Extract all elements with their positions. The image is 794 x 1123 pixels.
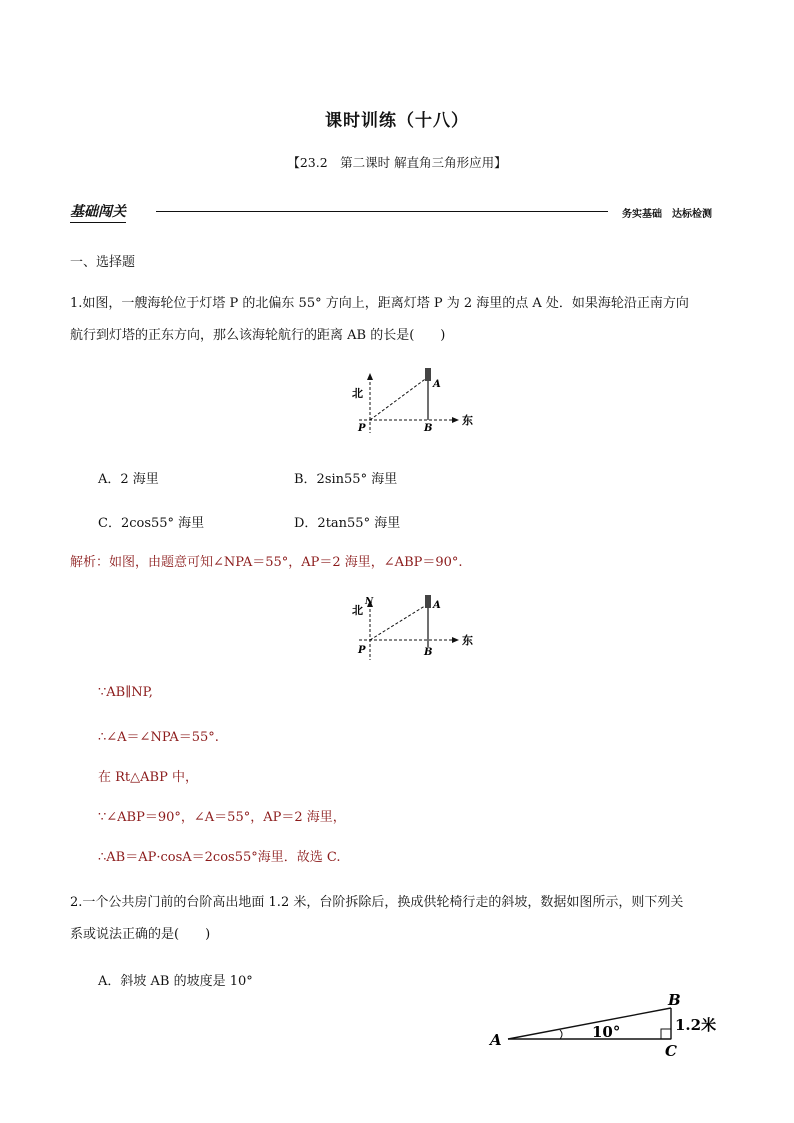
section-bar bbox=[70, 201, 720, 223]
section-tag: 务实基础 达标检测 bbox=[622, 209, 712, 220]
segment-ab bbox=[508, 1008, 671, 1039]
section-name: 基础闯关 bbox=[70, 201, 126, 223]
label-b: B bbox=[424, 423, 433, 434]
question-2-line-2: 系或说法正确的是( ) bbox=[70, 927, 211, 942]
label-p: P bbox=[358, 423, 366, 434]
label-a: A bbox=[433, 600, 441, 611]
angle-arc-icon bbox=[560, 1030, 562, 1039]
analysis-step-5: ∴AB＝AP·cosA＝2cos55°海里．故选 C. bbox=[98, 850, 341, 865]
label-c: C bbox=[665, 1042, 677, 1060]
east-arrow-icon bbox=[452, 637, 459, 643]
ship-icon bbox=[425, 595, 431, 608]
q2-option-a: A．斜坡 AB 的坡度是 10° bbox=[98, 974, 253, 989]
label-north: 北 bbox=[352, 387, 363, 400]
q1-option-b: B．2sin55° 海里 bbox=[294, 472, 398, 487]
segment-pa bbox=[370, 377, 428, 420]
segment-pa bbox=[370, 604, 428, 640]
q1-analysis-intro: 解析：如图，由题意可知∠NPA＝55°，AP＝2 海里，∠ABP＝90°. bbox=[70, 555, 463, 570]
label-b: B bbox=[668, 991, 681, 1009]
question-1-figure bbox=[345, 365, 485, 435]
q1-option-d: D．2tan55° 海里 bbox=[294, 516, 401, 531]
question-2-line-1: 2.一个公共房门前的台阶高出地面 1.2 米，台阶拆除后，换成供轮椅行走的斜坡，数据如图所示，则下列关 bbox=[70, 895, 684, 910]
label-b: B bbox=[424, 647, 433, 658]
east-arrow-icon bbox=[452, 417, 459, 423]
label-p: P bbox=[358, 645, 366, 656]
label-n: N bbox=[365, 597, 374, 607]
question-2-figure bbox=[488, 988, 728, 1060]
analysis-step-1: ∵AB∥NP, bbox=[98, 685, 153, 700]
label-angle: 10° bbox=[592, 1023, 621, 1041]
analysis-step-3: 在 Rt△ABP 中， bbox=[98, 770, 198, 785]
analysis-step-4: ∵∠ABP＝90°，∠A＝55°，AP＝2 海里， bbox=[98, 810, 346, 825]
label-a: A bbox=[433, 379, 441, 390]
ship-icon bbox=[425, 368, 431, 381]
label-east: 东 bbox=[462, 414, 473, 427]
label-height: 1.2米 bbox=[675, 1016, 717, 1034]
question-1-line-2: 航行到灯塔的正东方向，那么该海轮航行的距离 AB 的长是( ) bbox=[70, 328, 446, 343]
q1-option-a: A．2 海里 bbox=[98, 472, 159, 487]
label-east: 东 bbox=[462, 634, 473, 647]
lesson-subtitle: 【23.2 第二课时 解直角三角形应用】 bbox=[287, 155, 507, 170]
section-heading: 一、选择题 bbox=[70, 255, 136, 270]
north-arrow-icon bbox=[367, 373, 373, 380]
analysis-step-2: ∴∠A＝∠NPA＝55°. bbox=[98, 730, 219, 745]
right-angle-icon bbox=[661, 1029, 671, 1039]
question-1-line-1: 1.如图，一艘海轮位于灯塔 P 的北偏东 55° 方向上，距离灯塔 P 为 2 海里的点 A 处．如果海轮沿正南方向 bbox=[70, 296, 689, 311]
q1-option-c: C．2cos55° 海里 bbox=[98, 516, 205, 531]
label-north: 北 bbox=[352, 604, 363, 617]
section-divider bbox=[156, 211, 608, 212]
page-title: 课时训练（十八） bbox=[325, 111, 469, 131]
label-a: A bbox=[490, 1031, 502, 1049]
analysis-figure bbox=[345, 592, 485, 662]
